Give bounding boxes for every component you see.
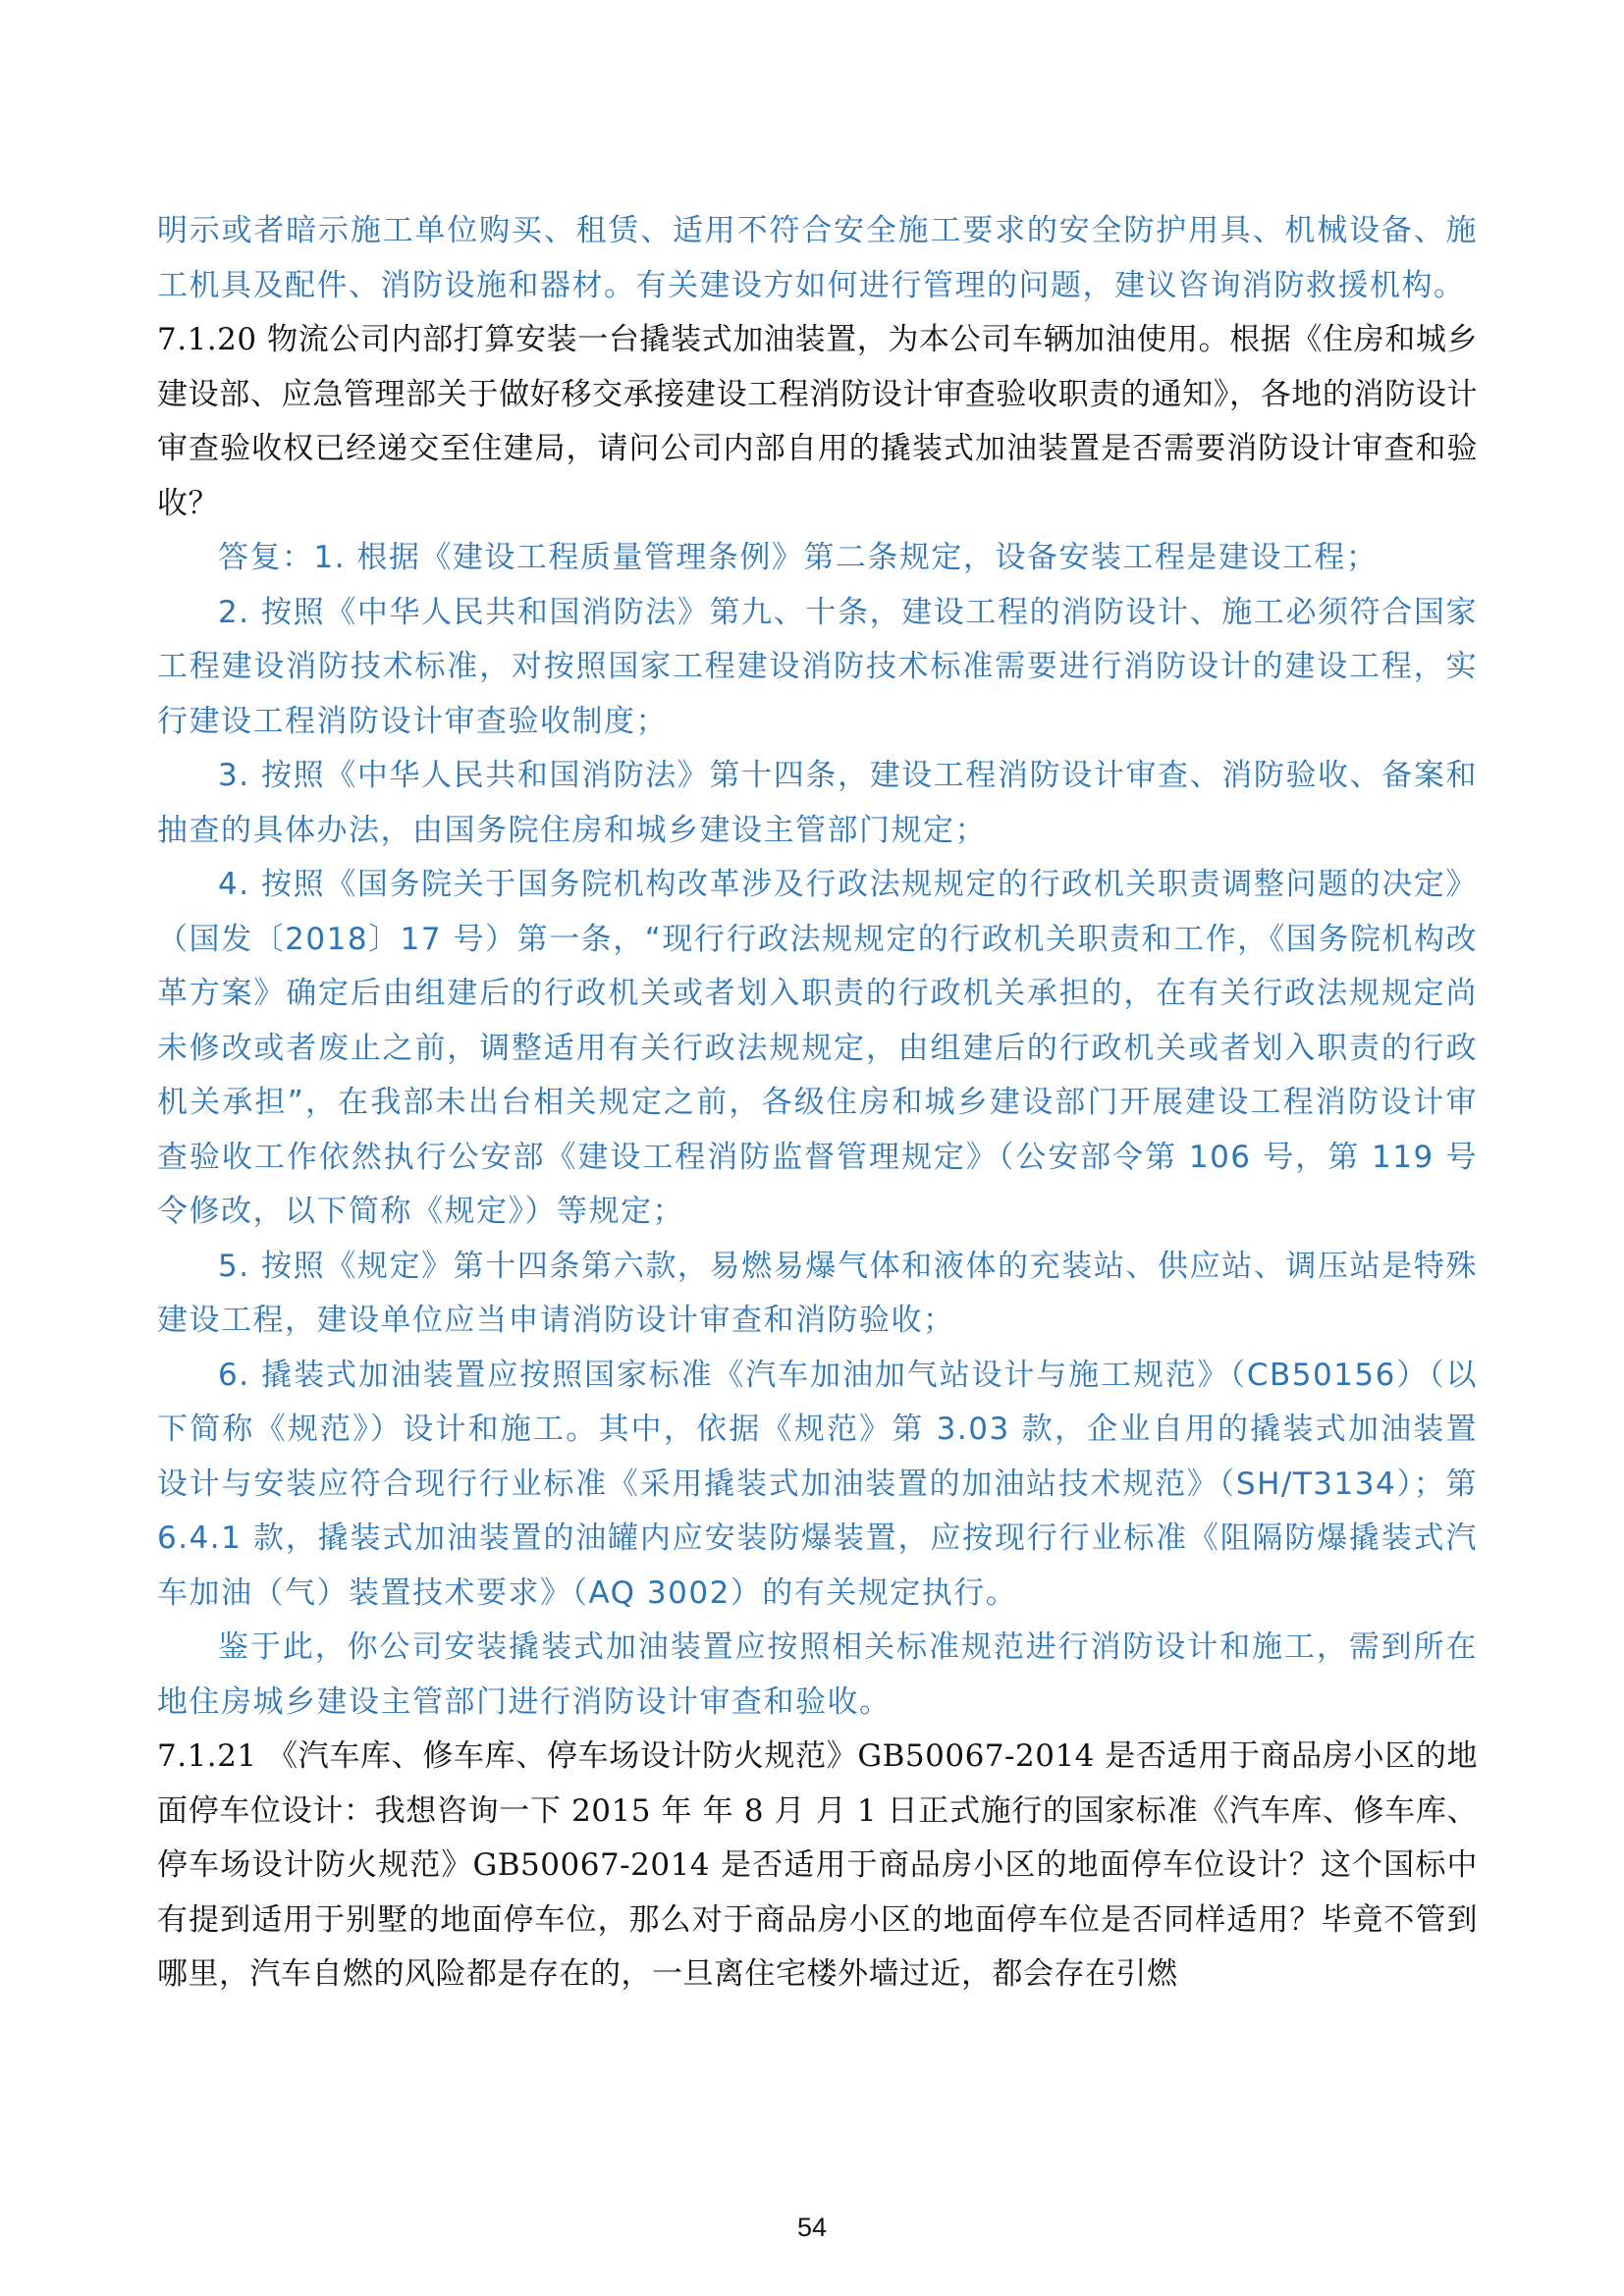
document-body (157, 204, 1478, 2002)
question-7-1-21 (157, 1730, 1478, 2002)
answer-conclusion: 鉴于此，你公司安装撬装式加油装置应按照相关标准规范进行消防设计和施工，需到所在地住房城乡建设主管部门进行消防设计审查和验收。 (157, 1629, 1478, 1720)
page-number: 54 (796, 2213, 828, 2242)
answer-paragraph: 2. 按照《中华人民共和国消防法》第九、十条，建设工程的消防设计、施工必须符合国家工程建设消防技术标准，对按照国家工程建设消防技术标准需要进行消防设计的建设工程，实行建设工程消防设计审查验收制度； (157, 594, 1478, 739)
question-text: 7.1.21 《汽车库、修车库、停车场设计防火规范》GB50067-2014 是否适用于商品房小区的地面停车位设计：我想咨询一下 2015 年 年 8 月 月 1 日正式施行的国家标准《汽车库、修车库、停车场设计防火规范》GB50067-2014 是否适用于商品房小区的地面停车位设计？这个国标中有提到适用于别墅的地面停车位，那么对于商品房小区的地面停车位是否同样适用？毕竟不管到哪里，汽车自燃的风险都是存在的，一旦离住宅楼外墙过近，都会存在引燃 (157, 1738, 1478, 1992)
answer-paragraph: 5. 按照《规定》第十四条第六款，易燃易爆气体和液体的充装站、供应站、调压站是特殊建设工程，建设单位应当申请消防设计审查和消防验收； (157, 1248, 1478, 1338)
answer-paragraph: 6. 撬装式加油装置应按照国家标准《汽车加油加气站设计与施工规范》（CB50156）（以下简称《规范》）设计和施工。其中，依据《规范》第 3.03 款，企业自用的撬装式加油装置设计与安装应符合现行行业标准《采用撬装式加油装置的加油站技术规范》（SH/T3134）；第 6.4.1 款，撬装式加油装置的油罐内应安装防爆装置，应按现行行业标准《阻隔防爆撬装式汽车加油（气）装置技术要求》（AQ 3002）的有关规定执行。 (157, 1357, 1478, 1611)
answer-paragraph: 3. 按照《中华人民共和国消防法》第十四条，建设工程消防设计审查、消防验收、备案和抽查的具体办法，由国务院住房和城乡建设主管部门规定； (157, 758, 1478, 848)
answer-paragraph: 答复：1. 根据《建设工程质量管理条例》第二条规定，设备安装工程是建设工程； (218, 540, 1379, 575)
answer-paragraph: 4. 按照《国务院关于国务院机构改革涉及行政法规规定的行政机关职责调整问题的决定》（国发〔2018〕17 号）第一条，“现行行政法规规定的行政机关职责和工作，《国务院机构改革方案》确定后由组建后的行政机关或者划入职责的行政机关承担的，在有关行政法规规定尚未修改或者废止之前，调整适用有关行政法规规定，由组建后的行政机关或者划入职责的行政机关承担”，在我部未出台相关规定之前，各级住房和城乡建设部门开展建设工程消防设计审查验收工作依然执行公安部《建设工程消防监督管理规定》（公安部令第 106 号，第 119 号令修改，以下简称《规定》）等规定； (157, 867, 1478, 1229)
question-text: 7.1.20 物流公司内部打算安装一台撬装式加油装置，为本公司车辆加油使用。根据《住房和城乡建设部、应急管理部关于做好移交承接建设工程消防设计审查验收职责的通知》，各地的消防设计审查验收权已经递交至住建局，请问公司内部自用的撬装式加油装置是否需要消防设计审查和验收？ (157, 322, 1478, 521)
question-7-1-20 (157, 313, 1478, 1730)
continuation-paragraph: 明示或者暗示施工单位购买、租赁、适用不符合安全施工要求的安全防护用具、机械设备、施工机具及配件、消防设施和器材。有关建设方如何进行管理的问题，建议咨询消防救援机构。 (157, 213, 1478, 303)
